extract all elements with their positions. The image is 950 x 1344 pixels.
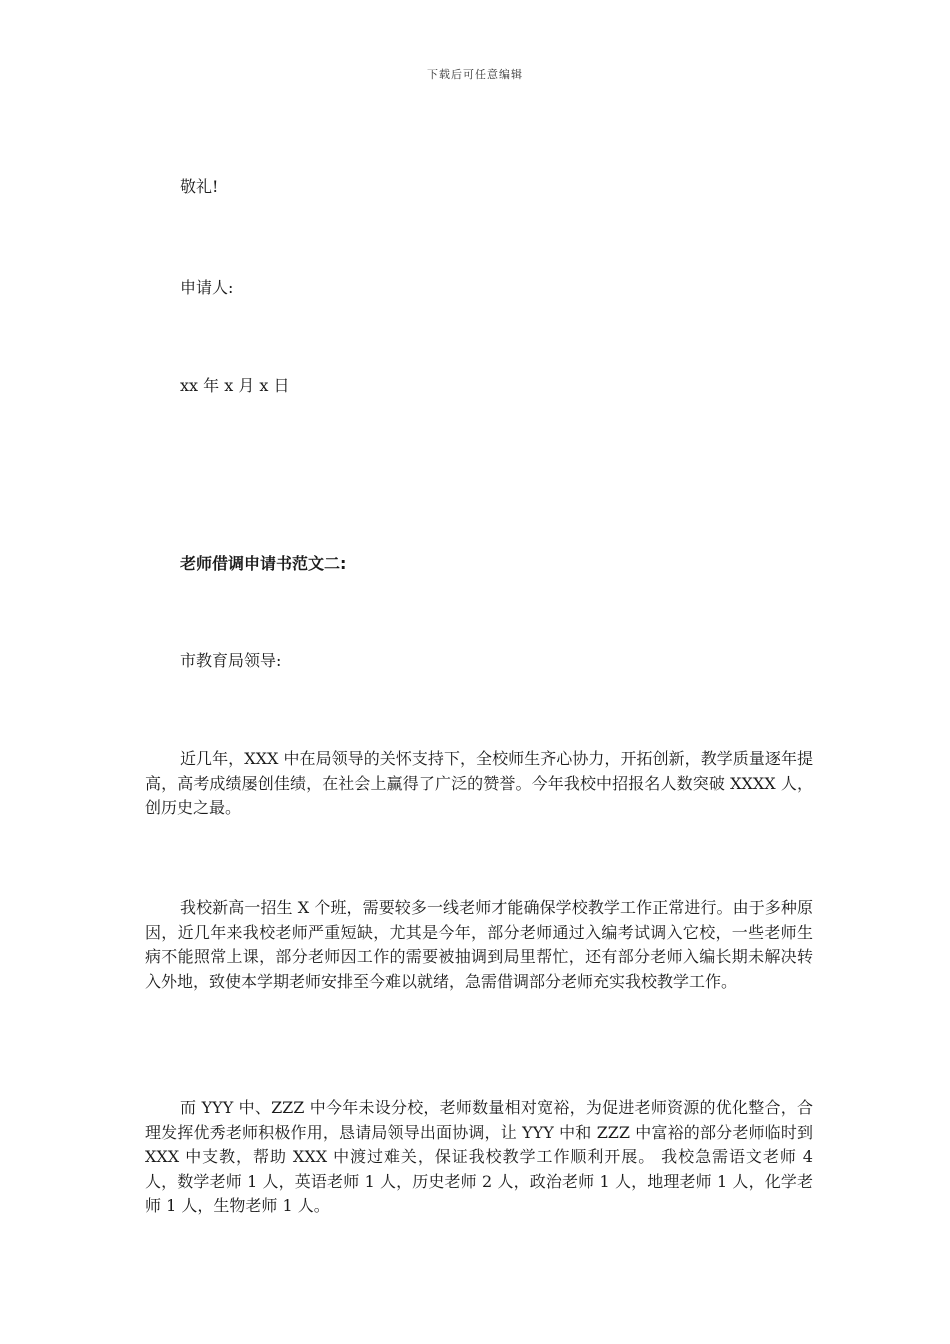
page-header-note: 下载后可任意编辑 [427,68,523,81]
closing-text: 敬礼! [180,177,219,196]
body-paragraph-1: 近几年，XXX 中在局领导的关怀支持下，全校师生齐心协力，开拓创新，教学质量逐年提高，高考成绩屡创佳绩，在社会上赢得了广泛的赞誉。今年我校中招报名人数突破 XXXX 人，创历史之最。 [145,749,813,817]
body-paragraph-3: 而 YYY 中、ZZZ 中今年未设分校，老师数量相对宽裕，为促进老师资源的优化整合，合理发挥优秀老师积极作用，恳请局领导出面协调，让 YYY 中和 ZZZ 中富裕的部分老师临时到 XXX 中支教，帮助 XXX 中渡过难关，保证我校教学工作顺利开展。 我校急需语文老师 4 人，数学老师 1 人，英语老师 1 人，历史老师 2 人，政治老师 1 人，地理老师 1 人，化学老师 1 人，生物老师 1 人。 [145,1098,813,1215]
section-title: 老师借调申请书范文二: [180,554,347,573]
body-paragraph-2: 我校新高一招生 X 个班，需要较多一线老师才能确保学校教学工作正常进行。由于多种原因，近几年来我校老师严重短缺，尤其是今年，部分老师通过入编考试调入它校，一些老师生病不能照常上课，部分老师因工作的需要被抽调到局里帮忙，还有部分老师入编长期未解决转入外地，致使本学期老师安排至今难以就绪，急需借调部分老师充实我校教学工作。 [145,898,813,991]
applicant-label: 申请人: [180,278,234,297]
salutation: 市教育局领导: [180,651,282,670]
date-line: xx 年 x 月 x 日 [180,376,290,395]
